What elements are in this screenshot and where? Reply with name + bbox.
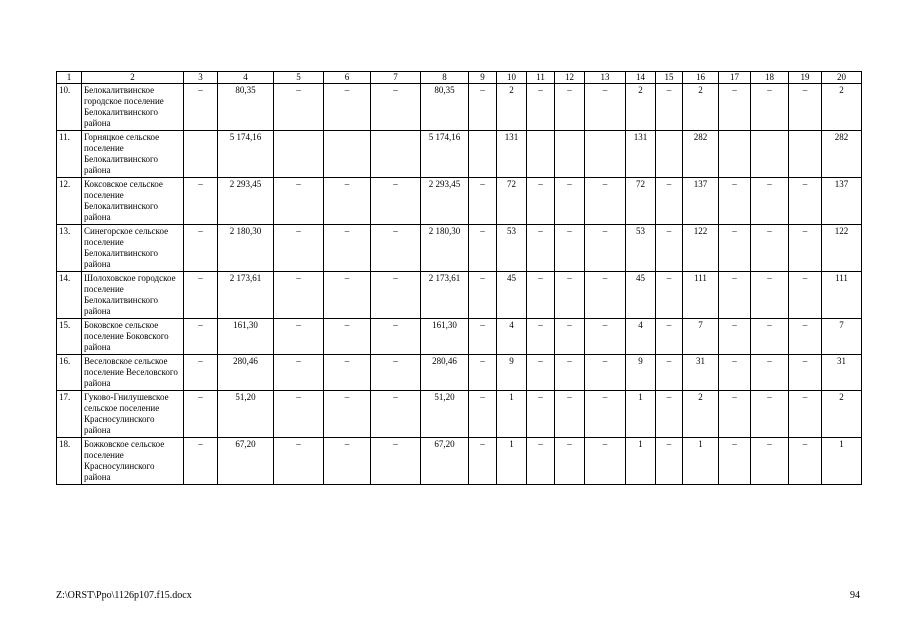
column-header: 16 bbox=[683, 72, 719, 84]
table-cell: 1 bbox=[822, 438, 862, 485]
table-cell: – bbox=[719, 355, 751, 391]
table-cell: – bbox=[527, 355, 555, 391]
table-cell: – bbox=[469, 319, 497, 355]
table-cell: – bbox=[184, 391, 218, 438]
table-cell: – bbox=[469, 391, 497, 438]
settlement-name: Боковское сельское поселение Боковского района bbox=[82, 319, 184, 355]
table-cell: – bbox=[527, 272, 555, 319]
table-cell: – bbox=[371, 272, 421, 319]
table-cell: – bbox=[656, 225, 683, 272]
table-cell: 67,20 bbox=[421, 438, 469, 485]
column-header: 14 bbox=[626, 72, 656, 84]
table-cell bbox=[469, 131, 497, 178]
table-cell: 122 bbox=[822, 225, 862, 272]
table-cell: – bbox=[527, 438, 555, 485]
table-cell: – bbox=[371, 355, 421, 391]
column-header: 20 bbox=[822, 72, 862, 84]
table-cell: – bbox=[656, 391, 683, 438]
table-cell: – bbox=[274, 438, 324, 485]
table-cell: 51,20 bbox=[218, 391, 274, 438]
table-cell: – bbox=[469, 438, 497, 485]
table-cell: – bbox=[555, 438, 585, 485]
table-cell: – bbox=[585, 391, 626, 438]
table-cell: 2 293,45 bbox=[218, 178, 274, 225]
table-row bbox=[57, 178, 862, 225]
table-cell: 2 180,30 bbox=[421, 225, 469, 272]
page-number: 94 bbox=[850, 590, 860, 601]
table-cell: – bbox=[789, 355, 822, 391]
row-number: 16. bbox=[57, 355, 82, 391]
row-number: 17. bbox=[57, 391, 82, 438]
table-cell bbox=[789, 131, 822, 178]
table-cell: – bbox=[274, 355, 324, 391]
settlement-name: Веселовское сельское поселение Веселовского района bbox=[82, 355, 184, 391]
table-row bbox=[57, 391, 862, 438]
table-cell: – bbox=[656, 84, 683, 131]
file-path: Z:\ORST\Ppo\1126p107.f15.docx bbox=[56, 590, 192, 601]
row-number: 13. bbox=[57, 225, 82, 272]
table-cell: – bbox=[274, 178, 324, 225]
table-cell: 131 bbox=[626, 131, 656, 178]
column-header: 19 bbox=[789, 72, 822, 84]
table-cell: 45 bbox=[497, 272, 527, 319]
table-cell: – bbox=[469, 272, 497, 319]
table-cell: – bbox=[469, 355, 497, 391]
table-cell: 31 bbox=[683, 355, 719, 391]
table-cell: – bbox=[789, 272, 822, 319]
table-cell: – bbox=[184, 225, 218, 272]
column-header: 7 bbox=[371, 72, 421, 84]
table-cell: – bbox=[324, 319, 371, 355]
settlement-name: Белокалитвинское городское поселение Белокалитвинского района bbox=[82, 84, 184, 131]
table-cell: 7 bbox=[822, 319, 862, 355]
table-row bbox=[57, 225, 862, 272]
table-cell: – bbox=[719, 391, 751, 438]
row-number: 18. bbox=[57, 438, 82, 485]
table-cell: – bbox=[324, 355, 371, 391]
table-cell: – bbox=[719, 319, 751, 355]
table-cell: – bbox=[324, 84, 371, 131]
table-cell: – bbox=[469, 225, 497, 272]
table-cell: – bbox=[789, 319, 822, 355]
table-cell: – bbox=[789, 391, 822, 438]
table-cell: – bbox=[324, 178, 371, 225]
table-cell: 53 bbox=[626, 225, 656, 272]
table-cell: 2 bbox=[683, 391, 719, 438]
table-cell: – bbox=[585, 438, 626, 485]
table-cell: – bbox=[585, 355, 626, 391]
table-cell: – bbox=[789, 438, 822, 485]
table-cell: – bbox=[585, 272, 626, 319]
table-cell: – bbox=[751, 391, 789, 438]
table-cell: 280,46 bbox=[421, 355, 469, 391]
table-cell: 282 bbox=[822, 131, 862, 178]
table-cell: 2 173,61 bbox=[421, 272, 469, 319]
column-header: 8 bbox=[421, 72, 469, 84]
row-number: 10. bbox=[57, 84, 82, 131]
table-cell: 137 bbox=[822, 178, 862, 225]
column-header: 6 bbox=[324, 72, 371, 84]
table-cell: – bbox=[274, 391, 324, 438]
table-cell: – bbox=[719, 178, 751, 225]
table-cell: – bbox=[527, 225, 555, 272]
table-cell: 80,35 bbox=[421, 84, 469, 131]
table-cell: – bbox=[789, 225, 822, 272]
table-cell: 2 bbox=[822, 84, 862, 131]
data-table bbox=[56, 71, 862, 485]
table-cell bbox=[371, 131, 421, 178]
column-header: 4 bbox=[218, 72, 274, 84]
table-cell: – bbox=[555, 225, 585, 272]
table-cell: 111 bbox=[822, 272, 862, 319]
table-cell bbox=[585, 131, 626, 178]
table-cell: – bbox=[751, 225, 789, 272]
table-cell: – bbox=[585, 84, 626, 131]
table-cell: 5 174,16 bbox=[421, 131, 469, 178]
table-row bbox=[57, 84, 862, 131]
column-header: 12 bbox=[555, 72, 585, 84]
table-cell: – bbox=[324, 438, 371, 485]
table-row bbox=[57, 438, 862, 485]
table-cell: – bbox=[585, 178, 626, 225]
table-cell: – bbox=[184, 178, 218, 225]
table-cell: 2 bbox=[626, 84, 656, 131]
table-cell: 4 bbox=[497, 319, 527, 355]
table-cell: – bbox=[656, 438, 683, 485]
table-cell: – bbox=[656, 355, 683, 391]
row-number: 14. bbox=[57, 272, 82, 319]
row-number: 11. bbox=[57, 131, 82, 178]
table-cell: – bbox=[527, 319, 555, 355]
table-cell: 51,20 bbox=[421, 391, 469, 438]
column-header: 10 bbox=[497, 72, 527, 84]
settlement-name: Шолоховское городское поселение Белокалитвинского района bbox=[82, 272, 184, 319]
table-cell: 1 bbox=[626, 391, 656, 438]
table-cell: – bbox=[656, 272, 683, 319]
table-cell: – bbox=[274, 319, 324, 355]
column-number-row bbox=[57, 72, 862, 84]
table-row bbox=[57, 319, 862, 355]
column-header: 9 bbox=[469, 72, 497, 84]
table-cell: – bbox=[555, 84, 585, 131]
table-cell: – bbox=[555, 319, 585, 355]
table-cell: 7 bbox=[683, 319, 719, 355]
table-cell: – bbox=[585, 225, 626, 272]
table-cell: – bbox=[184, 319, 218, 355]
table-cell: 2 bbox=[683, 84, 719, 131]
column-header: 13 bbox=[585, 72, 626, 84]
settlement-name: Гуково-Гнилушевское сельское поселение Красносулинского района bbox=[82, 391, 184, 438]
table-cell bbox=[274, 131, 324, 178]
table-cell: 72 bbox=[626, 178, 656, 225]
settlement-name: Божковское сельское поселение Красносулинского района bbox=[82, 438, 184, 485]
table-cell: 2 180,30 bbox=[218, 225, 274, 272]
table-cell bbox=[184, 131, 218, 178]
row-number: 12. bbox=[57, 178, 82, 225]
table-cell: – bbox=[371, 178, 421, 225]
settlement-name: Горняцкое сельское поселение Белокалитвинского района bbox=[82, 131, 184, 178]
table-cell: – bbox=[555, 391, 585, 438]
table-cell: – bbox=[751, 178, 789, 225]
table-cell: 9 bbox=[497, 355, 527, 391]
table-cell: 67,20 bbox=[218, 438, 274, 485]
column-header: 18 bbox=[751, 72, 789, 84]
table-cell: – bbox=[527, 178, 555, 225]
table-cell: 131 bbox=[497, 131, 527, 178]
table-row bbox=[57, 131, 862, 178]
table-cell bbox=[656, 131, 683, 178]
table-cell bbox=[719, 131, 751, 178]
table-cell: – bbox=[656, 178, 683, 225]
table-cell: 2 bbox=[822, 391, 862, 438]
column-header: 15 bbox=[656, 72, 683, 84]
column-header: 2 bbox=[82, 72, 184, 84]
table-cell: 1 bbox=[683, 438, 719, 485]
table-cell: – bbox=[751, 319, 789, 355]
table-cell: – bbox=[527, 391, 555, 438]
table-cell: – bbox=[719, 438, 751, 485]
table-cell: – bbox=[555, 178, 585, 225]
table-cell bbox=[555, 131, 585, 178]
table-cell: – bbox=[751, 272, 789, 319]
table-cell: – bbox=[469, 84, 497, 131]
table-cell: – bbox=[789, 84, 822, 131]
settlement-name: Коксовское сельское поселение Белокалитвинского района bbox=[82, 178, 184, 225]
table-cell: – bbox=[656, 319, 683, 355]
table-cell: 1 bbox=[626, 438, 656, 485]
table-cell: 282 bbox=[683, 131, 719, 178]
table-cell: – bbox=[274, 84, 324, 131]
table-cell: 1 bbox=[497, 391, 527, 438]
table-cell: – bbox=[751, 355, 789, 391]
table-cell: 161,30 bbox=[421, 319, 469, 355]
table-cell: 137 bbox=[683, 178, 719, 225]
table-cell: – bbox=[371, 319, 421, 355]
table-cell: 280,46 bbox=[218, 355, 274, 391]
table-cell: 1 bbox=[497, 438, 527, 485]
table-cell: 122 bbox=[683, 225, 719, 272]
table-row bbox=[57, 355, 862, 391]
table-cell: 45 bbox=[626, 272, 656, 319]
table-cell: – bbox=[274, 272, 324, 319]
column-header: 11 bbox=[527, 72, 555, 84]
table-cell: – bbox=[184, 272, 218, 319]
table-cell bbox=[527, 131, 555, 178]
table-cell: 2 293,45 bbox=[421, 178, 469, 225]
table-cell: 72 bbox=[497, 178, 527, 225]
table-cell: – bbox=[324, 225, 371, 272]
column-header: 17 bbox=[719, 72, 751, 84]
table-cell: – bbox=[371, 391, 421, 438]
column-header: 3 bbox=[184, 72, 218, 84]
table-cell: – bbox=[184, 355, 218, 391]
table-cell: – bbox=[184, 84, 218, 131]
table-cell: 2 bbox=[497, 84, 527, 131]
table-cell: – bbox=[371, 84, 421, 131]
table-cell: 53 bbox=[497, 225, 527, 272]
table-cell: – bbox=[585, 319, 626, 355]
table-cell: – bbox=[324, 391, 371, 438]
table-cell: – bbox=[469, 178, 497, 225]
table-cell: 161,30 bbox=[218, 319, 274, 355]
table-cell: 5 174,16 bbox=[218, 131, 274, 178]
table-cell: 111 bbox=[683, 272, 719, 319]
row-number: 15. bbox=[57, 319, 82, 355]
column-header: 5 bbox=[274, 72, 324, 84]
table-cell: – bbox=[371, 225, 421, 272]
table-cell: – bbox=[527, 84, 555, 131]
table-cell: – bbox=[719, 272, 751, 319]
table-cell bbox=[324, 131, 371, 178]
table-cell: 80,35 bbox=[218, 84, 274, 131]
table-cell: – bbox=[184, 438, 218, 485]
table-cell: – bbox=[274, 225, 324, 272]
table-cell: – bbox=[719, 84, 751, 131]
table-cell: – bbox=[751, 438, 789, 485]
table-cell: 4 bbox=[626, 319, 656, 355]
table-cell: 9 bbox=[626, 355, 656, 391]
table-row bbox=[57, 272, 862, 319]
table-cell bbox=[751, 131, 789, 178]
column-header: 1 bbox=[57, 72, 82, 84]
table-cell: 2 173,61 bbox=[218, 272, 274, 319]
table-cell: – bbox=[324, 272, 371, 319]
table-cell: – bbox=[371, 438, 421, 485]
table-cell: – bbox=[751, 84, 789, 131]
table-cell: – bbox=[789, 178, 822, 225]
settlement-name: Синегорское сельское поселение Белокалитвинского района bbox=[82, 225, 184, 272]
table-cell: 31 bbox=[822, 355, 862, 391]
table-cell: – bbox=[555, 272, 585, 319]
table-cell: – bbox=[555, 355, 585, 391]
table-cell: – bbox=[719, 225, 751, 272]
